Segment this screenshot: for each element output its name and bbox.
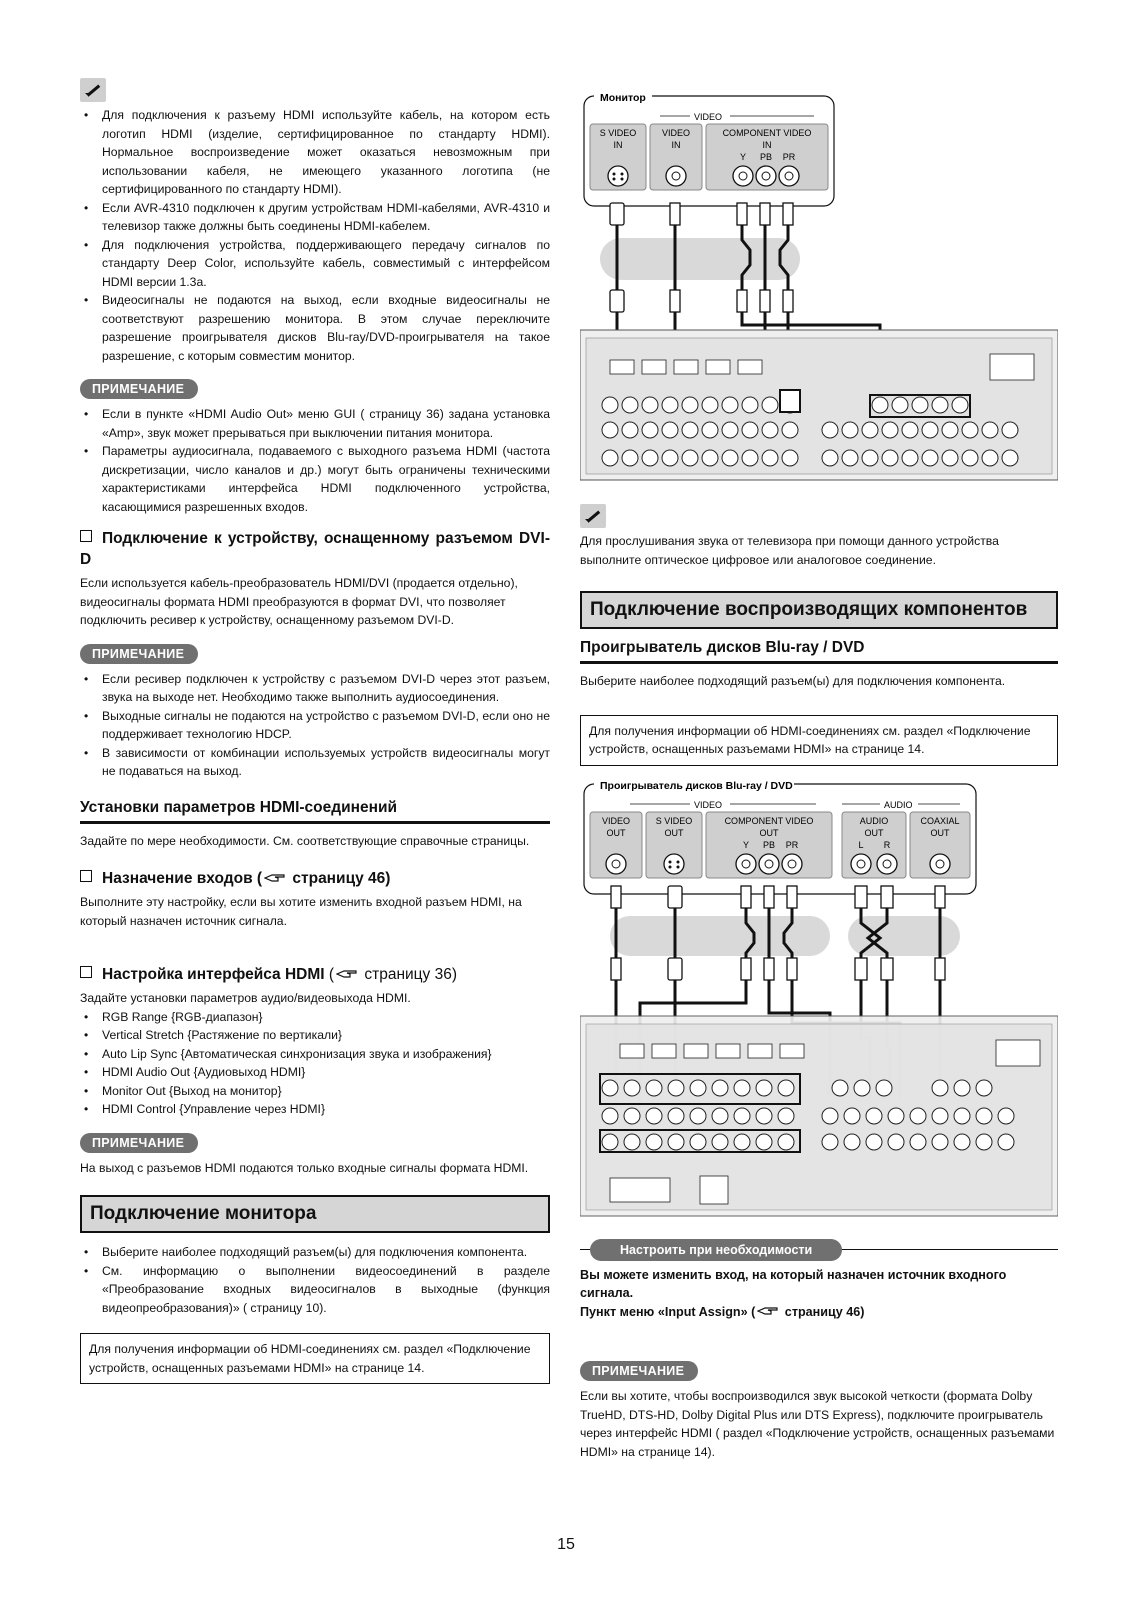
monitor-section-title: Подключение монитора — [80, 1195, 550, 1233]
note-text: На выход с разъемов HDMI подаются только входные сигналы формата HDMI. — [80, 1160, 529, 1175]
reference-text: Для получения информации об HDMI-соединениях см. раздел «Подключение устройств, оснащенных разъемами HDMI» на странице 14. — [89, 1342, 531, 1375]
hdmi-notes-list — [80, 106, 550, 365]
hdmi-interface-text: Задайте установки параметров аудио/видеовыхода HDMI. — [80, 991, 411, 1005]
jack-label: OUT — [864, 827, 884, 838]
list-item: • Для подключения устройства, поддерживающего передачу сигналов по стандарту Deep Color, используйте кабель, совместимый с интерфейсом HDMI версии 1.3a. — [80, 236, 550, 292]
svideo-jack-icon — [608, 166, 628, 186]
rca-jack-icon — [756, 166, 776, 186]
jack-label: OUT — [930, 827, 950, 838]
list-item: • Если в пункте «HDMI Audio Out» меню GUI ( страницу 36) задана установка «Amp», звук может прерываться при выключении питания монитора. — [80, 405, 550, 442]
pencil-memo-icon — [580, 504, 606, 528]
jack-label: COMPONENT VIDEO — [722, 128, 812, 138]
jack-label: IN — [613, 140, 623, 150]
list-item: • См. информацию о выполнении видеосоединений в разделе «Преобразование входных видеосигналов в выходные (функция видеопреобразования)» ( страницу 10). — [80, 1262, 550, 1318]
list-item: • В зависимости от комбинации используемых устройств видеосигналы могут не подаваться на выход. — [80, 744, 550, 781]
rca-jack-icon — [759, 854, 779, 874]
note-badge: ПРИМЕЧАНИЕ — [80, 1133, 198, 1153]
rca-jack-icon — [782, 854, 802, 874]
list-item: • Monitor Out {Выход на монитор} — [80, 1082, 550, 1101]
checkbox-square-icon — [80, 530, 92, 542]
list-item: • HDMI Audio Out {Аудиовыход HDMI} — [80, 1063, 550, 1082]
memo-text: Для прослушивания звука от телевизора при помощи данного устройства выполните оптическое цифровое или аналоговое соединение. — [580, 534, 999, 567]
jack-label: VIDEO — [661, 128, 691, 138]
device-label: Проигрыватель дисков Blu-ray / DVD — [600, 779, 793, 792]
list-item: • Если AVR-4310 подключен к другим устройствам HDMI-кабелями, AVR-4310 и телевизор также должны быть соединены HDMI-кабелем. — [80, 199, 550, 236]
list-item: • Если ресивер подключен к устройству с разъемом DVI-D через этот разъем, звука на выходе нет. Необходимо также выполнить аудиосоединения. — [80, 670, 550, 707]
jack-label: PR — [782, 152, 796, 162]
dvid-text: Если используется кабель-преобразователь HDMI/DVI (продается отдельно), видеосигналы формата HDMI преобразуются в формат DVI, что позволяет подключить ресивер к устройству, оснащенному разъемом DVI-D. — [80, 576, 518, 627]
bd-connection-diagram — [580, 778, 1058, 1218]
list-item: • HDMI Control {Управление через HDMI} — [80, 1100, 550, 1119]
page-reference-hand-icon — [757, 1305, 779, 1317]
jack-label: Y — [739, 152, 747, 162]
list-item: • Параметры аудиосигнала, подаваемого с выходного разъема HDMI (частота дискретизации, число каналов и др.) могут быть ограничены техническими характеристиками интерфейса HDMI подключенного устройства, касающимися разрешенных входов. — [80, 442, 550, 516]
group-label: AUDIO — [884, 799, 913, 810]
jack-label: PB — [759, 152, 773, 162]
checkbox-square-icon — [80, 966, 92, 978]
svideo-jack-icon — [664, 854, 684, 874]
note-badge: ПРИМЕЧАНИЕ — [80, 379, 198, 399]
rca-jack-icon — [851, 854, 871, 874]
playback-section-title: Подключение воспроизводящих компонентов — [580, 591, 1058, 629]
list-item: • RGB Range {RGB-диапазон} — [80, 1008, 550, 1027]
input-assign-text: Выполните эту настройку, если вы хотите изменить входной разъем HDMI, на который назначен источник сигнала. — [80, 895, 522, 928]
page-reference-hand-icon — [336, 968, 358, 980]
device-label: Монитор — [600, 92, 646, 104]
jack-label: R — [883, 839, 891, 850]
list-item: • Vertical Stretch {Растяжение по вертикали} — [80, 1026, 550, 1045]
reference-text: Для получения информации об HDMI-соединениях см. раздел «Подключение устройств, оснащенных разъемами HDMI» на странице 14. — [589, 723, 1031, 756]
rca-jack-icon — [606, 854, 626, 874]
rca-jack-icon — [877, 854, 897, 874]
jack-label: PB — [762, 839, 776, 850]
jack-label: COAXIAL — [920, 815, 960, 826]
bd-reference-box — [580, 715, 1058, 766]
checkbox-square-icon — [80, 870, 92, 882]
hdmi-settings-text: Задайте по мере необходимости. См. соответствующие справочные страницы. — [80, 833, 530, 848]
rca-jack-icon — [666, 166, 686, 186]
adjust-badge: Настроить при необходимости — [590, 1239, 842, 1261]
note-list — [80, 670, 550, 781]
jack-label: AUDIO — [859, 815, 889, 826]
note-list — [80, 405, 550, 516]
monitor-reference-box — [80, 1333, 550, 1384]
jack-label: Y — [742, 839, 750, 850]
jack-label: COMPONENT VIDEO — [724, 815, 814, 826]
rca-jack-icon — [779, 166, 799, 186]
adjust-section — [580, 1239, 1058, 1322]
hdmi-settings-title: Установки параметров HDMI-соединений — [80, 799, 550, 824]
list-item: • Видеосигналы не подаются на выход, если входные видеосигналы не соответствуют разрешению монитора. В этом случае переключите разрешение проигрывателя дисков Blu-ray/DVD-проигрывателя на такое разрешение, с которым совместим монитор. — [80, 291, 550, 365]
jack-label: OUT — [759, 827, 779, 838]
hdmi-interface-list — [80, 1008, 550, 1119]
dvid-section-title: Подключение к устройству, оснащенному разъемом DVI-D — [80, 530, 550, 568]
list-item: • Выходные сигналы не подаются на устройство с разъемом DVI-D, если оно не поддерживает технологию HDCP. — [80, 707, 550, 744]
group-label: VIDEO — [694, 112, 723, 122]
jack-label: PR — [785, 839, 799, 850]
adjust-text: Вы можете изменить вход, на который назначен источник входного сигнала. — [580, 1267, 1007, 1300]
note-badge: ПРИМЕЧАНИЕ — [80, 644, 198, 664]
rca-jack-icon — [736, 854, 756, 874]
monitor-connection-diagram — [580, 90, 1058, 485]
page-number: 15 — [557, 1536, 575, 1553]
list-item: • Для подключения к разъему HDMI используйте кабель, на котором есть логотип HDMI (изделие, сертифицированное по стандарту HDMI). Нормальное воспроизведение может оказаться невозможным при использовании кабеля, не имеющего указанного логотипа (не сертифицированного по стандарту HDMI). — [80, 106, 550, 199]
hdmi-interface-title: Настройка интерфейса HDMI ( страницу 36) — [80, 964, 550, 985]
left-column — [80, 78, 550, 1384]
right-column — [580, 90, 1058, 1461]
note-badge: ПРИМЕЧАНИЕ — [580, 1361, 698, 1381]
list-item: • Auto Lip Sync {Автоматическая синхронизация звука и изображения} — [80, 1045, 550, 1064]
jack-label: IN — [762, 140, 772, 150]
rca-jack-icon — [733, 166, 753, 186]
group-label: VIDEO — [694, 799, 723, 810]
note-text: Если вы хотите, чтобы воспроизводился звук высокой четкости (формата Dolby TrueHD, DTS-HD, Dolby Digital Plus или DTS Express), подключите проигрыватель через интерфейс HDMI ( раздел «Подключение устройств, оснащенных разъемами HDMI» на странице 14). — [580, 1389, 1055, 1459]
jack-label: L — [858, 839, 864, 850]
adjust-menu-text: Пункт меню «Input Assign» ( страницу 46) — [580, 1304, 865, 1319]
jack-label: VIDEO — [601, 815, 631, 826]
jack-label: S VIDEO — [655, 815, 693, 826]
rca-jack-icon — [930, 854, 950, 874]
monitor-list — [80, 1243, 550, 1317]
jack-label: OUT — [606, 827, 626, 838]
jack-label: S VIDEO — [599, 128, 637, 138]
pencil-memo-icon — [80, 78, 106, 102]
jack-label: OUT — [664, 827, 684, 838]
page-reference-hand-icon — [264, 872, 286, 884]
input-assign-title: Назначение входов ( страницу 46) — [80, 868, 550, 889]
jack-label: IN — [671, 140, 681, 150]
bd-text: Выберите наиболее подходящий разъем(ы) для подключения компонента. — [580, 674, 1006, 688]
bd-player-title: Проигрыватель дисков Blu-ray / DVD — [580, 639, 1058, 664]
list-item: • Выберите наиболее подходящий разъем(ы) для подключения компонента. — [80, 1243, 550, 1262]
